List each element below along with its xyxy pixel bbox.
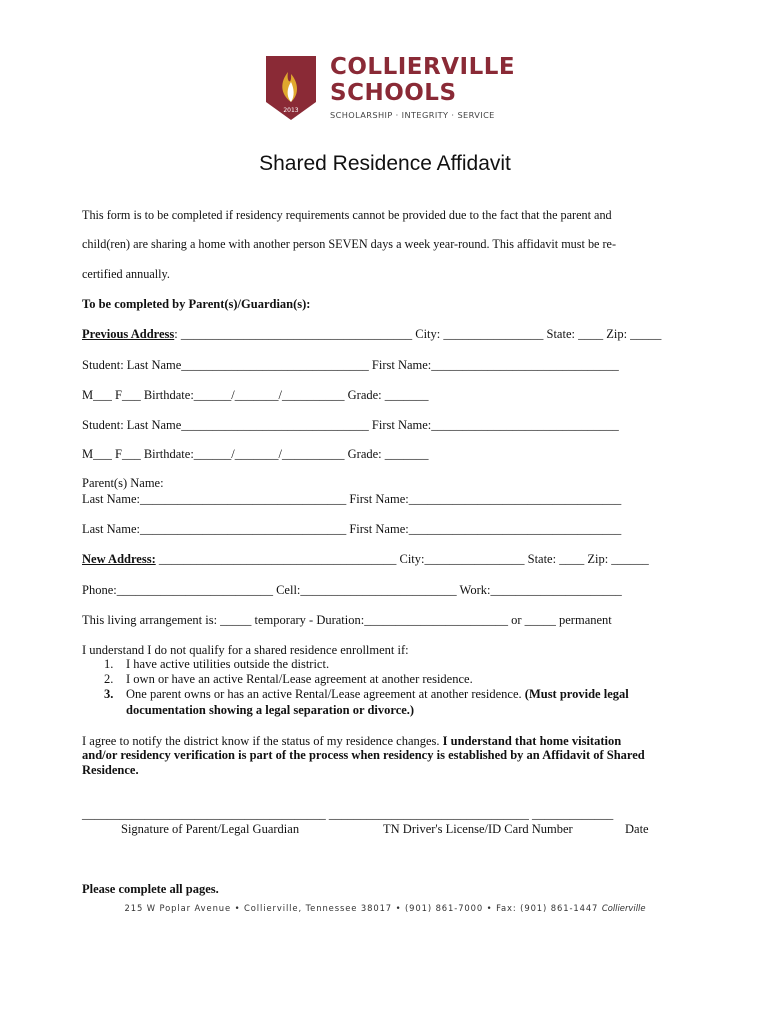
agreement-line-3: Residence. bbox=[82, 763, 139, 777]
parents-heading: Parent(s) Name: bbox=[82, 476, 164, 490]
qualify-item-1-text: I have active utilities outside the district. bbox=[126, 657, 330, 671]
brand-tagline: SCHOLARSHIP · INTEGRITY · SERVICE bbox=[330, 110, 495, 120]
new-address-field[interactable] bbox=[82, 552, 649, 567]
contact-field[interactable]: Phone:_________________________ Cell:_________________________ Work:_____________________ bbox=[82, 583, 622, 597]
footer-text: 215 W Poplar Avenue • Collierville, Tennessee 38017 • (901) 861-7000 • Fax: (901) 861-1447 bbox=[124, 903, 602, 913]
footer-italic: Collierville bbox=[601, 903, 646, 913]
agreement-line-2: and/or residency verification is part of the process when residency is established by an Affidavit of Shared bbox=[82, 748, 645, 762]
qualify-item-2-text: I own or have an active Rental/Lease agreement at another residence. bbox=[126, 672, 473, 686]
signature-date-label: Date bbox=[625, 822, 649, 836]
intro-line-3: certified annually. bbox=[82, 267, 170, 281]
student1-details-field[interactable]: M___ F___ Birthdate:______/_______/__________ Grade: _______ bbox=[82, 388, 429, 402]
arrangement-field[interactable]: This living arrangement is: _____ temporary - Duration:_______________________ or _____ permanent bbox=[82, 613, 612, 627]
footer-address bbox=[0, 903, 770, 913]
qualify-item-1-num: 1. bbox=[104, 657, 114, 671]
agreement-line-1 bbox=[82, 734, 621, 749]
form-title: Shared Residence Affidavit bbox=[259, 152, 511, 175]
signature-lines[interactable]: _______________________________________ ________________________________ _____________ bbox=[82, 807, 614, 821]
previous-address-blanks: : _____________________________________ City: ________________ State: ____ Zip: _____ bbox=[174, 327, 662, 341]
new-address-blanks: ______________________________________ City:________________ State: ____ Zip: ______ bbox=[155, 552, 649, 566]
previous-address-field[interactable] bbox=[82, 327, 661, 342]
qualify-intro: I understand I do not qualify for a shared residence enrollment if: bbox=[82, 643, 409, 657]
parent1-name-field[interactable]: Last Name:_________________________________ First Name:__________________________________ bbox=[82, 492, 622, 506]
school-logo bbox=[262, 52, 522, 124]
qualify-item-2-num: 2. bbox=[104, 672, 114, 686]
agreement-plain: I agree to notify the district know if the status of my residence changes. bbox=[82, 734, 443, 748]
qualify-item-1 bbox=[104, 657, 329, 672]
signature-license-label: TN Driver's License/ID Card Number bbox=[383, 822, 573, 836]
logo-year: 2013 bbox=[283, 107, 299, 114]
brand-line-1: COLLIERVILLE bbox=[330, 54, 516, 80]
flame-shield-icon bbox=[262, 52, 320, 122]
parent2-name-field[interactable]: Last Name:_________________________________ First Name:__________________________________ bbox=[82, 522, 622, 536]
qualify-item-3-continuation: documentation showing a legal separation or divorce.) bbox=[126, 703, 415, 717]
signature-guardian-label: Signature of Parent/Legal Guardian bbox=[121, 822, 300, 836]
qualify-item-3 bbox=[104, 687, 629, 702]
previous-address-label: Previous Address bbox=[82, 327, 175, 341]
new-address-label: New Address: bbox=[82, 552, 156, 566]
qualify-item-3-text: One parent owns or has an active Rental/Lease agreement at another residence. bbox=[126, 687, 525, 701]
student1-name-field[interactable]: Student: Last Name______________________________ First Name:______________________________ bbox=[82, 358, 619, 372]
agreement-bold-1: I understand that home visitation bbox=[442, 734, 622, 748]
student2-details-field[interactable]: M___ F___ Birthdate:______/_______/__________ Grade: _______ bbox=[82, 447, 429, 461]
qualify-item-3-bold: (Must provide legal bbox=[524, 687, 629, 701]
qualify-item-2 bbox=[104, 672, 473, 687]
intro-line-2: child(ren) are sharing a home with another person SEVEN days a week year-round. This affidavit must be re- bbox=[82, 237, 617, 251]
brand-line-2: SCHOOLS bbox=[330, 80, 457, 106]
qualify-item-3-num: 3. bbox=[104, 687, 114, 701]
intro-line-1: This form is to be completed if residency requirements cannot be provided due to the fact that the parent and bbox=[82, 208, 612, 222]
student2-name-field[interactable]: Student: Last Name______________________________ First Name:______________________________ bbox=[82, 418, 619, 432]
please-complete-note: Please complete all pages. bbox=[82, 882, 219, 896]
completed-by-heading: To be completed by Parent(s)/Guardian(s): bbox=[82, 297, 311, 311]
